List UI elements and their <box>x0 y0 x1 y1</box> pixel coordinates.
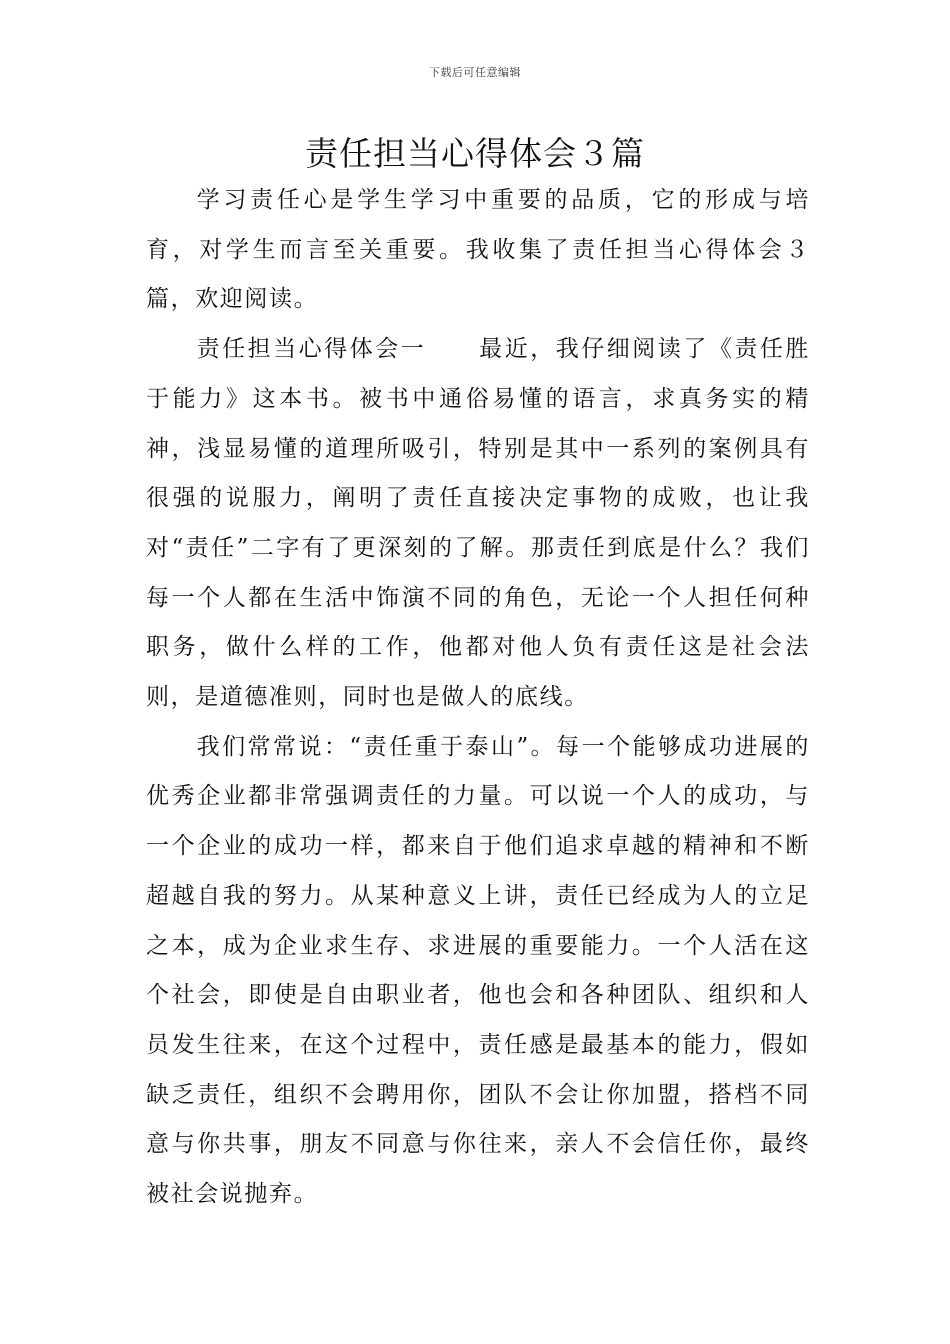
document-body <box>146 176 810 1220</box>
section1-paragraph <box>146 325 810 723</box>
intro-paragraph: 学习责任心是学生学习中重要的品质，它的形成与培育，对学生而言至关重要。我收集了责任担当心得体会３篇，欢迎阅读。 <box>146 187 810 313</box>
section1-body: 最近，我仔细阅读了《责任胜于能力》这本书。被书中通俗易懂的语言，求真务实的精神，浅显易懂的道理所吸引，特别是其中一系列的案例具有很强的说服力，阐明了责任直接决定事物的成败，也让我对“责任”二字有了更深刻的了解。那责任到底是什么？我们每一个人都在生活中饰演不同的角色，无论一个人担任何种职务，做什么样的工作，他都对他人负有责任这是社会法则，是道德准则，同时也是做人的底线。 <box>146 336 810 711</box>
paragraph-3: 我们常常说：“责任重于泰山”。每一个能够成功进展的优秀企业都非常强调责任的力量。可以说一个人的成功，与一个企业的成功一样，都来自于他们追求卓越的精神和不断超越自我的努力。从某种意义上讲，责任已经成为人的立足之本，成为企业求生存、求进展的重要能力。一个人活在这个社会，即使是自由职业者，他也会和各种团队、组织和人员发生往来，在这个过程中，责任感是最基本的能力，假如缺乏责任，组织不会聘用你，团队不会让你加盟，搭档不同意与你共事，朋友不同意与你往来，亲人不会信任你，最终被社会说抛弃。 <box>146 733 810 1208</box>
document-title: 责任担当心得体会３篇 <box>305 134 645 173</box>
header-note: 下载后可任意编辑 <box>429 66 521 79</box>
section1-heading: 责任担当心得体会一 <box>196 336 427 363</box>
